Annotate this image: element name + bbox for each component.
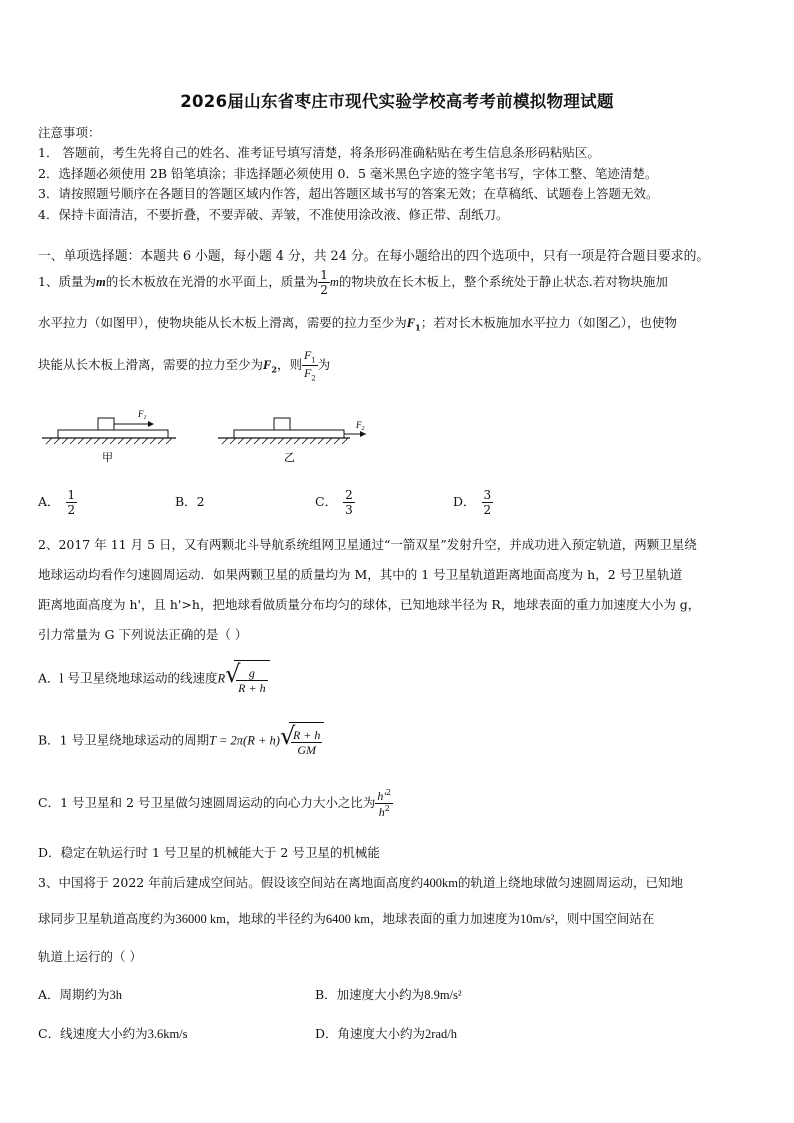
section-heading: 一、单项选择题：本题共 6 小题，每小题 4 分，共 24 分。在每小题给出的四个选项中，只有一项是符合题目要求的。 (38, 249, 710, 264)
q3-line2: 球同步卫星轨道高度约为36000 km，地球的半径约为6400 km，地球表面的重力加速度为10m/s²，则中国空间站在 (38, 911, 655, 926)
q2-option-c: C．1 号卫星和 2 号卫星做匀速圆周运动的向心力大小之比为 $\frac{h'^2}{h^2}$ (38, 788, 392, 819)
notice-item: 3．请按照题号顺序在各题目的答题区域内作答，超出答题区域书写的答案无效；在草稿纸、试题卷上答题无效。 (38, 186, 659, 201)
label-f2: $F_2$ (356, 420, 365, 432)
q1-option-d: D． $\frac{3}{2}$ (453, 488, 492, 517)
label-yi: 乙 (284, 451, 295, 464)
notice-item: 1． 答题前，考生先将自己的姓名、准考证号填写清楚，将条形码准确粘贴在考生信息条形码粘贴区。 (38, 145, 600, 160)
label-f1: $F_1$ (138, 409, 147, 421)
q2-option-b: B．1 号卫星绕地球运动的周期T = 2π(R + h) √ $\frac{R + h}{GM}$ (38, 722, 324, 760)
q1-figure (38, 405, 368, 475)
q3-option-a: A．周期约为3h (38, 987, 123, 1002)
q2-line4: 引力常量为 G 下列说法正确的是（ ） (38, 627, 248, 642)
q1-line1: 1、质量为m的长木板放在光滑的水平面上，质量为 $\frac{1}{2}$ m的物块放在长木板上，整个系统处于静止状态.若对物块施加 (38, 268, 668, 297)
q2-line1: 2、2017 年 11 月 5 日，又有两颗北斗导航系统组网卫星通过“一箭双星”发射升空，并成功进入预定轨道，两颗卫星绕 (38, 537, 697, 552)
block-yi (274, 418, 290, 430)
q1-option-a: A． $\frac{1}{2}$ (38, 488, 76, 517)
q1-line2: 水平拉力（如图甲），使物块能从长木板上滑离，需要的拉力至少为$F_1$；若对长木板施加水平拉力（如图乙），也使物 (38, 315, 677, 333)
q3-line3: 轨道上运行的（ ） (38, 949, 142, 964)
q3-line1: 3、中国将于 2022 年前后建成空间站。假设该空间站在离地面高度约400km的轨道上绕地球做匀速圆周运动，已知地 (38, 875, 683, 890)
board-yi (234, 430, 344, 438)
notice-heading: 注意事项： (38, 125, 101, 140)
notice-item: 2．选择题必须使用 2B 铅笔填涂；非选择题必须使用 0．5 毫米黑色字迹的签字笔书写，字体工整、笔迹清楚。 (38, 166, 658, 181)
q3-option-b: B．加速度大小约为8.9m/s² (315, 987, 462, 1002)
q2-option-d: D．稳定在轨运行时 1 号卫星的机械能大于 2 号卫星的机械能 (38, 845, 380, 860)
label-jia: 甲 (102, 451, 113, 464)
q1-option-c: C． $\frac{2}{3}$ (315, 488, 353, 517)
q3-option-c: C．线速度大小约为3.6km/s (38, 1026, 188, 1041)
q2-line3: 距离地面高度为 h'，且 h'>h，把地球看做质量分布均匀的球体，已知地球半径为 R，地球表面的重力加速度大小为 g， (38, 597, 701, 612)
q1-option-b: B．2 (175, 494, 205, 509)
q3-option-d: D．角速度大小约为2rad/h (315, 1026, 457, 1041)
q1-line3: 块能从长木板上滑离，需要的拉力至少为$F_2$，则 $\frac{F_1}{F_2}$ 为 (38, 347, 331, 383)
page-title: 2026届山东省枣庄市现代实验学校高考考前模拟物理试题 (180, 92, 614, 111)
block-jia (98, 418, 114, 430)
q2-option-a: A．l 号卫星绕地球运动的线速度R √ $\frac{g}{R + h}$ (38, 660, 270, 698)
notice-item: 4．保持卡面清洁，不要折叠，不要弄破、弄皱，不准使用涂改液、修正带、刮纸刀。 (38, 207, 509, 222)
q2-line2: 地球运动均看作匀速圆周运动．如果两颗卫星的质量均为 M，其中的 1 号卫星轨道距离地面高度为 h，2 号卫星轨道 (38, 567, 683, 582)
board-jia (58, 430, 168, 438)
